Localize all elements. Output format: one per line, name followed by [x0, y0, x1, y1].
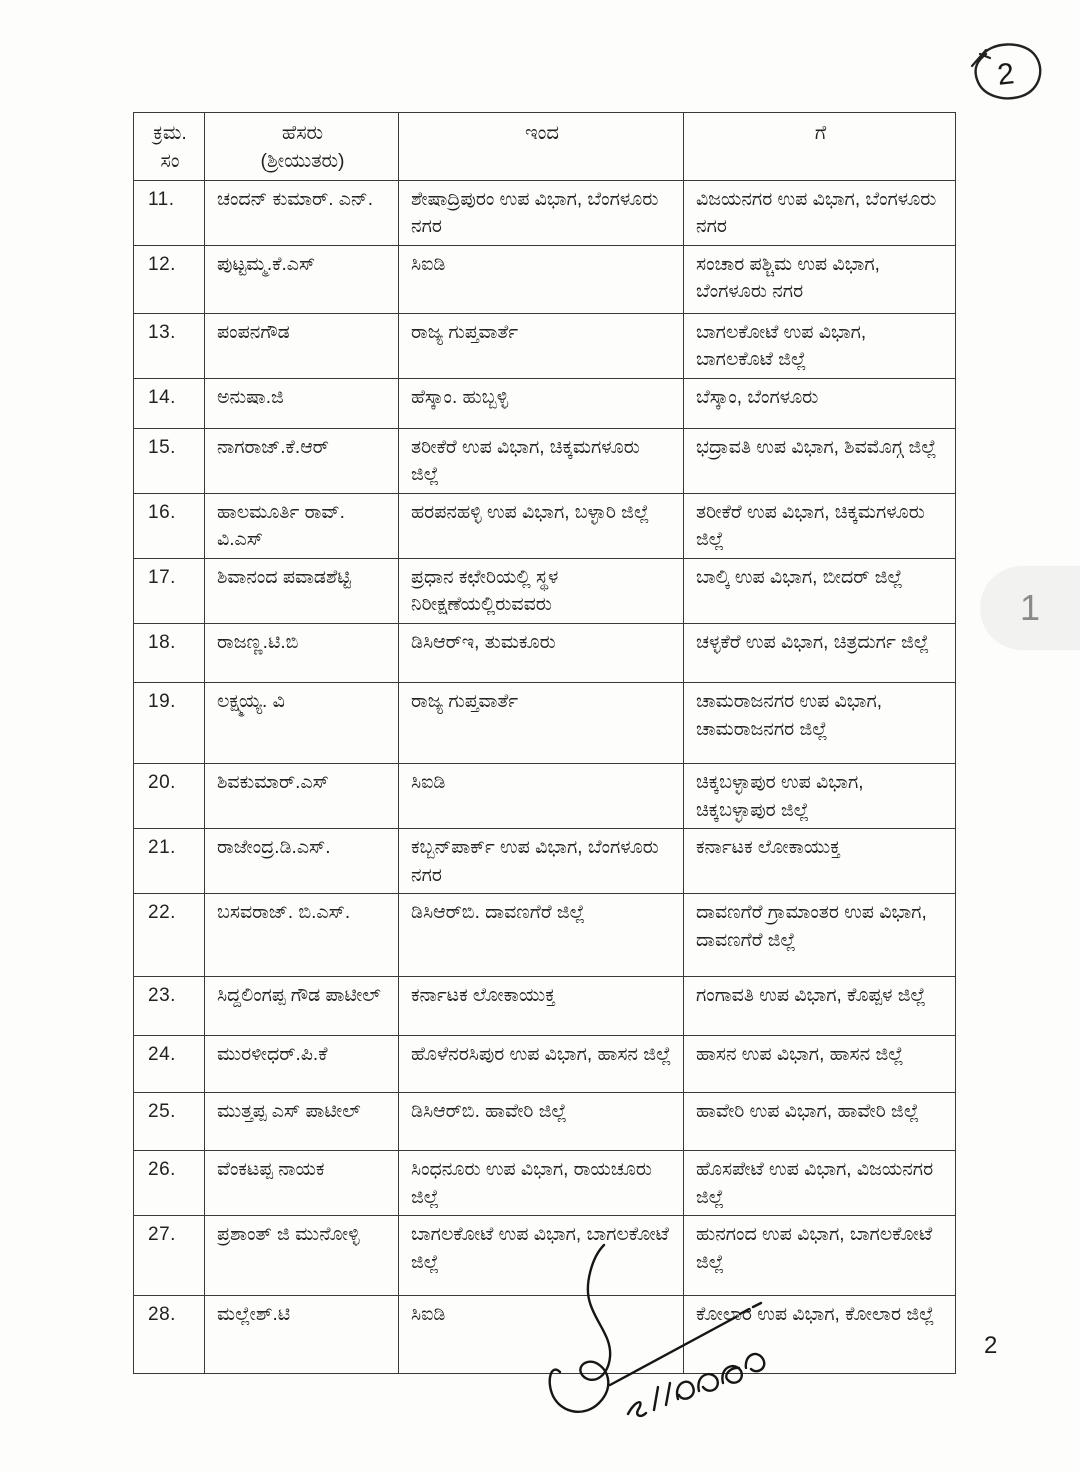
column-header-2: ಇಂದ	[399, 113, 684, 181]
cell-from: ಸಿಐಡಿ	[399, 245, 684, 313]
cell-sl: 11.	[134, 180, 205, 245]
cell-sl: 21.	[134, 829, 205, 894]
cell-sl: 16.	[134, 493, 205, 558]
column-header-0: ಕ್ರಮ. ಸಂ	[134, 113, 205, 181]
cell-sl: 19.	[134, 683, 205, 764]
column-header-3: ಗೆ	[684, 113, 956, 181]
cell-from: ರಾಜ್ಯ ಗುಪ್ತವಾರ್ತೆ	[399, 313, 684, 378]
cell-sl: 17.	[134, 558, 205, 623]
cell-sl: 27.	[134, 1216, 205, 1296]
table-row	[134, 1216, 956, 1296]
cell-to: ಕೋಲಾರ ಉಪ ವಿಭಾಗ, ಕೋಲಾರ ಜಿಲ್ಲೆ	[684, 1296, 956, 1374]
cell-from: ಶೇಷಾದ್ರಿಪುರಂ ಉಪ ವಿಭಾಗ, ಬೆಂಗಳೂರು ನಗರ	[399, 180, 684, 245]
cell-name: ರಾಜೇಂದ್ರ.ಡಿ.ಎಸ್.	[205, 829, 399, 894]
cell-name: ರಾಜಣ್ಣ.ಟಿ.ಬಿ	[205, 624, 399, 683]
cell-to: ಹೊಸಪೇಟೆ ಉಪ ವಿಭಾಗ, ವಿಜಯನಗರ ಜಿಲ್ಲೆ	[684, 1151, 956, 1216]
table-row	[134, 1296, 956, 1374]
cell-to: ಗಂಗಾವತಿ ಉಪ ವಿಭಾಗ, ಕೊಪ್ಪಳ ಜಿಲ್ಲೆ	[684, 977, 956, 1036]
cell-name: ಲಕ್ಷ್ಮಯ್ಯ. ವಿ	[205, 683, 399, 764]
cell-to: ಬಾಲ್ಕಿ ಉಪ ವಿಭಾಗ, ಬೀದರ್ ಜಿಲ್ಲೆ	[684, 558, 956, 623]
cell-name: ಚಂದನ್ ಕುಮಾರ್. ಎನ್.	[205, 180, 399, 245]
cell-to: ಚಿಕ್ಕಬಳ್ಳಾಪುರ ಉಪ ವಿಭಾಗ, ಚಿಕ್ಕಬಳ್ಳಾಪುರ ಜಿಲ್ಲೆ	[684, 764, 956, 829]
cell-to: ದಾವಣಗೆರೆ ಗ್ರಾಮಾಂತರ ಉಪ ವಿಭಾಗ, ದಾವಣಗೆರೆ ಜಿಲ್ಲೆ	[684, 894, 956, 977]
cell-sl: 13.	[134, 313, 205, 378]
transfer-table	[133, 112, 956, 1374]
cell-from: ಸಿಂಧನೂರು ಉಪ ವಿಭಾಗ, ರಾಯಚೂರು ಜಿಲ್ಲೆ	[399, 1151, 684, 1216]
cell-to: ಚಾಮರಾಜನಗರ ಉಪ ವಿಭಾಗ, ಚಾಮರಾಜನಗರ ಜಿಲ್ಲೆ	[684, 683, 956, 764]
table-row	[134, 245, 956, 313]
cell-name: ಶಿವಾನಂದ ಪವಾಡಶೆಟ್ಟಿ	[205, 558, 399, 623]
table-row	[134, 683, 956, 764]
cell-from: ಕಬ್ಬನ್‌ಪಾರ್ಕ್ ಉಪ ವಿಭಾಗ, ಬೆಂಗಳೂರು ನಗರ	[399, 829, 684, 894]
cell-from: ಹೊಳೆನರಸಿಪುರ ಉಪ ವಿಭಾಗ, ಹಾಸನ ಜಿಲ್ಲೆ	[399, 1036, 684, 1093]
cell-name: ಶಿವಕುಮಾರ್.ಎಸ್	[205, 764, 399, 829]
circled-number-text: 2	[995, 57, 1016, 92]
cell-from: ರಾಜ್ಯ ಗುಪ್ತವಾರ್ತೆ	[399, 683, 684, 764]
transfer-table-body	[134, 180, 956, 1374]
cell-name: ವೆಂಕಟಪ್ಪ ನಾಯಕ	[205, 1151, 399, 1216]
cell-to: ಸಂಚಾರ ಪಶ್ಚಿಮ ಉಪ ವಿಭಾಗ, ಬೆಂಗಳೂರು ನಗರ	[684, 245, 956, 313]
cell-sl: 20.	[134, 764, 205, 829]
cell-to: ಹಾಸನ ಉಪ ವಿಭಾಗ, ಹಾಸನ ಜಿಲ್ಲೆ	[684, 1036, 956, 1093]
cell-sl: 24.	[134, 1036, 205, 1093]
cell-name: ಮುರಳೀಧರ್.ಪಿ.ಕೆ	[205, 1036, 399, 1093]
cell-to: ತರೀಕೆರೆ ಉಪ ವಿಭಾಗ, ಚಿಕ್ಕಮಗಳೂರು ಜಿಲ್ಲೆ	[684, 493, 956, 558]
cell-from: ಸಿಐಡಿ	[399, 764, 684, 829]
table-row	[134, 493, 956, 558]
cell-sl: 23.	[134, 977, 205, 1036]
table-row	[134, 764, 956, 829]
cell-from: ಡಿಸಿಆರ್‌ಬಿ. ದಾವಣಗೆರೆ ಜಿಲ್ಲೆ	[399, 894, 684, 977]
cell-name: ಮಲ್ಲೇಶ್.ಟಿ	[205, 1296, 399, 1374]
cell-name: ಪುಟ್ಟಮ್ಮ.ಕೆ.ಎಸ್	[205, 245, 399, 313]
cell-name: ಪಂಪನಗೌಡ	[205, 313, 399, 378]
cell-name: ಮುತ್ತಪ್ಪ ಎಸ್ ಪಾಟೀಲ್	[205, 1093, 399, 1151]
cell-from: ಬಾಗಲಕೋಟೆ ಉಪ ವಿಭಾಗ, ಬಾಗಲಕೋಟೆ ಜಿಲ್ಲೆ	[399, 1216, 684, 1296]
cell-from: ಕರ್ನಾಟಕ ಲೋಕಾಯುಕ್ತ	[399, 977, 684, 1036]
table-row	[134, 378, 956, 428]
table-row	[134, 558, 956, 623]
viewer-page-tab[interactable]	[980, 566, 1080, 650]
cell-sl: 12.	[134, 245, 205, 313]
cell-from: ಸಿಐಡಿ	[399, 1296, 684, 1374]
cell-from: ತರೀಕೆರೆ ಉಪ ವಿಭಾಗ, ಚಿಕ್ಕಮಗಳೂರು ಜಿಲ್ಲೆ	[399, 428, 684, 493]
cell-name: ನಾಗರಾಜ್.ಕೆ.ಆರ್	[205, 428, 399, 493]
cell-name: ಅನುಷಾ.ಜಿ	[205, 378, 399, 428]
cell-sl: 15.	[134, 428, 205, 493]
viewer-page-tab-label: 1	[1019, 587, 1041, 628]
cell-to: ಹಾವೇರಿ ಉಪ ವಿಭಾಗ, ಹಾವೇರಿ ಜಿಲ್ಲೆ	[684, 1093, 956, 1151]
cell-from: ಹರಪನಹಳ್ಳಿ ಉಪ ವಿಭಾಗ, ಬಳ್ಳಾರಿ ಜಿಲ್ಲೆ	[399, 493, 684, 558]
table-row	[134, 1151, 956, 1216]
table-row	[134, 624, 956, 683]
cell-to: ಭದ್ರಾವತಿ ಉಪ ವಿಭಾಗ, ಶಿವಮೊಗ್ಗ ಜಿಲ್ಲೆ	[684, 428, 956, 493]
cell-to: ಬಾಗಲಕೋಟೆ ಉಪ ವಿಭಾಗ, ಬಾಗಲಕೊಟೆ ಜಿಲ್ಲೆ	[684, 313, 956, 378]
cell-from: ಹೆಸ್ಕಾಂ. ಹುಬ್ಬಳ್ಳಿ	[399, 378, 684, 428]
cell-name: ಹಾಲಮೂರ್ತಿ ರಾವ್. ವಿ.ಎಸ್	[205, 493, 399, 558]
column-header-1: ಹೆಸರು (ಶ್ರೀಯುತರು)	[205, 113, 399, 181]
cell-to: ಕರ್ನಾಟಕ ಲೋಕಾಯುಕ್ತ	[684, 829, 956, 894]
cell-to: ಚಳ್ಳಕೆರೆ ಉಪ ವಿಭಾಗ, ಚಿತ್ರದುರ್ಗ ಜಿಲ್ಲೆ	[684, 624, 956, 683]
cell-to: ಹುನಗಂದ ಉಪ ವಿಭಾಗ, ಬಾಗಲಕೋಟೆ ಜಿಲ್ಲೆ	[684, 1216, 956, 1296]
table-row	[134, 977, 956, 1036]
cell-from: ಡಿಸಿಆರ್‌ಇ, ತುಮಕೂರು	[399, 624, 684, 683]
table-row	[134, 180, 956, 245]
cell-from: ಪ್ರಧಾನ ಕಛೇರಿಯಲ್ಲಿ ಸ್ಥಳ ನಿರೀಕ್ಷಣೆಯಲ್ಲಿರುವವರು	[399, 558, 684, 623]
cell-sl: 14.	[134, 378, 205, 428]
circled-page-annotation	[960, 32, 1050, 112]
table-row	[134, 428, 956, 493]
transfer-table-header	[134, 113, 956, 181]
cell-sl: 25.	[134, 1093, 205, 1151]
cell-to: ಬೆಸ್ಕಾಂ, ಬೆಂಗಳೂರು	[684, 378, 956, 428]
cell-from: ಡಿಸಿಆರ್‌ಬಿ. ಹಾವೇರಿ ಜಿಲ್ಲೆ	[399, 1093, 684, 1151]
page-number: 2	[984, 1332, 998, 1359]
cell-to: ವಿಜಯನಗರ ಉಪ ವಿಭಾಗ, ಬೆಂಗಳೂರು ನಗರ	[684, 180, 956, 245]
table-row	[134, 1036, 956, 1093]
table-row	[134, 894, 956, 977]
cell-sl: 22.	[134, 894, 205, 977]
cell-name: ಸಿದ್ದಲಿಂಗಪ್ಪ ಗೌಡ ಪಾಟೀಲ್	[205, 977, 399, 1036]
cell-sl: 26.	[134, 1151, 205, 1216]
table-row	[134, 1093, 956, 1151]
cell-name: ಪ್ರಶಾಂತ್ ಜಿ ಮುನೋಳ್ಳಿ	[205, 1216, 399, 1296]
cell-sl: 28.	[134, 1296, 205, 1374]
cell-name: ಬಸವರಾಜ್. ಬಿ.ಎಸ್.	[205, 894, 399, 977]
cell-sl: 18.	[134, 624, 205, 683]
table-row	[134, 313, 956, 378]
table-row	[134, 829, 956, 894]
